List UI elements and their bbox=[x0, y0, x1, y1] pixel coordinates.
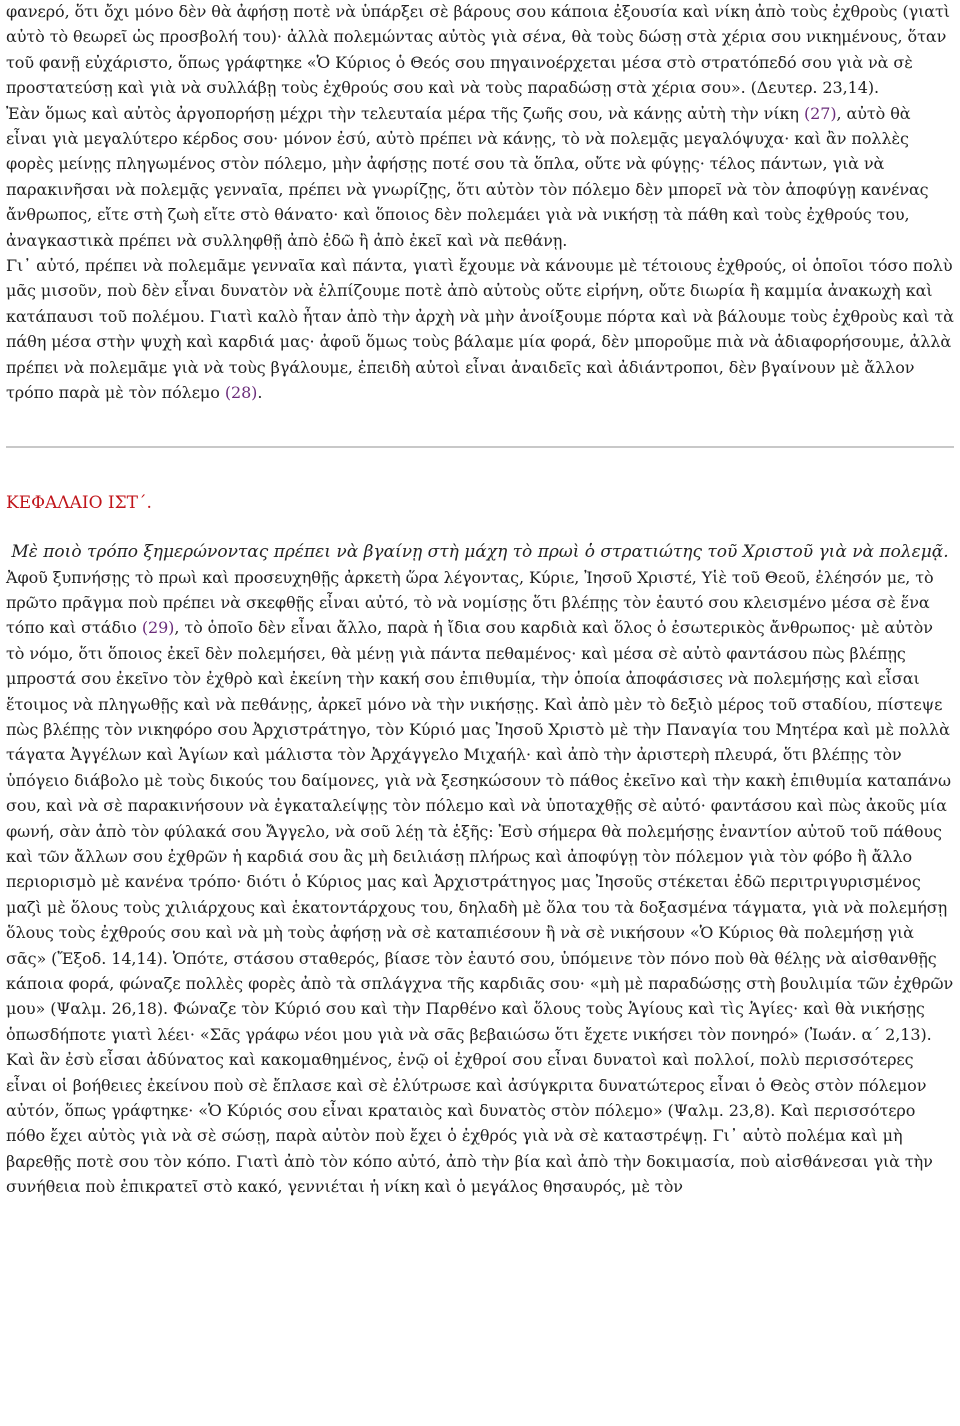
paragraph-2-text-b: , αὐτὸ θὰ εἶναι γιὰ μεγαλύτερο κέρδος σου· μόνον ἐσύ, αὐτὸ πρέπει νὰ κάνῃς, τὸ νὰ πολεμᾷς μεγαλόψυχα· καὶ ἂν πολλὲς φορὲς μείνῃς πληγωμένος στὸν πόλεμο, μὴν ἀφήσῃς ποτέ σου τὰ ὅπλα, οὔτε νὰ φύγῃς· τέλος πάντων, γιὰ νὰ παρακινῆσαι νὰ πολεμᾷς γενναῖα, πρέπει νὰ γνωρίζῃς, ὅτι αὐτὸν τὸν πόλεμο δὲν μπορεῖ νὰ τὸν ἀποφύγῃ κανένας ἄνθρωπος, εἴτε στὴ ζωὴ εἴτε στὸ θάνατο· καὶ ὅποιος δὲν πολεμάει γιὰ νὰ νικήσῃ τὰ πάθη καὶ τοὺς ἐχθρούς του, ἀναγκαστικὰ πρέπει νὰ συλληφθῇ ἀπὸ ἐδῶ ἢ ἀπὸ ἐκεῖ καὶ νὰ πεθάνῃ. bbox=[6, 103, 929, 250]
paragraph-4-text-a: Ἀφοῦ ξυπνήσῃς τὸ πρωὶ καὶ προσευχηθῇς ἀρκετὴ ὥρα λέγοντας, Κύριε, Ἰησοῦ Χριστέ, Υἱὲ τοῦ Θεοῦ, ἐλέησόν με, τὸ πρῶτο πρᾶγμα ποὺ πρέπει νὰ σκεφθῇς εἶναι αὐτό, τὸ νὰ νομίσῃς ὅτι βλέπῃς τὸν ἑαυτό σου κλεισμένο μέσα σὲ ἕνα τόπο καὶ στάδιο bbox=[6, 567, 934, 638]
chapter-title: ΚΕΦΑΛΑΙΟ ΙΣΤ΄. bbox=[6, 492, 152, 513]
chapter-subtitle: Μὲ ποιὸ τρόπο ξημερώνοντας πρέπει νὰ βγαίνῃ στὴ μάχη τὸ πρωὶ ὁ στρατιώτης τοῦ Χριστοῦ γιὰ νὰ πολεμᾷ. bbox=[11, 541, 949, 562]
paragraph-2-text-a: Ἐὰν ὅμως καὶ αὐτὸς ἀργοπορήσῃ μέχρι τὴν τελευταία μέρα τῆς ζωῆς σου, νὰ κάνῃς αὐτὴ τὴν νίκη bbox=[6, 103, 804, 123]
paragraph-1 bbox=[6, 0, 954, 101]
paragraph-3-text-b: . bbox=[257, 383, 263, 403]
footnote-link-27[interactable]: (27) bbox=[803, 103, 837, 123]
paragraph-4-text-b: , τὸ ὁποῖο δὲν εἶναι ἄλλο, παρὰ ἡ ἴδια σου καρδιὰ καὶ ὅλος ὁ ἐσωτερικὸς ἄνθρωπος· μὲ αὐτὸν τὸ νόμο, ὅτι ὅποιος ἐκεῖ δὲν πολεμήσει, θὰ μένῃ γιὰ πάντα πεθαμένος· καὶ μέσα σὲ αὐτὸ φαντάσου πὼς βλέπῃς μπροστά σου ἐκεῖνο τὸν ἐχθρὸ καὶ ἐκείνη τὴν κακή σου ἐπιθυμία, τὴν ὁποία ἀποφάσισες νὰ πολεμήσῃς καὶ εἶσαι ἕτοιμος νὰ πληγωθῇς καὶ νὰ πεθάνῃς, ἀρκεῖ μόνο νὰ τὴν νικήσῃς. Καὶ ἀπὸ μὲν τὸ δεξιὸ μέρος τοῦ σταδίου, πίστεψε πὼς βλέπῃς τὸν νικηφόρο σου Ἀρχιστράτηγο, τὸν Κύριό μας Ἰησοῦ Χριστὸ μὲ τὴν Παναγία του Μητέρα καὶ μὲ πολλὰ τάγατα Ἀγγέλων καὶ Ἁγίων καὶ μάλιστα τὸν Ἀρχάγγελο Μιχαήλ· καὶ ἀπὸ τὴν ἀριστερὴ πλευρά, ὅτι βλέπῃς τὸν ὑπόγειο διάβολο μὲ τοὺς δικούς του δαίμονες, γιὰ νὰ ξεσηκώσουν τὸ πάθος ἐκεῖνο καὶ τὴν κακὴ ἐπιθυμία καταπάνω σου, καὶ νὰ σὲ παρακινήσουν νὰ ἐγκαταλείψῃς τὸν πόλεμο καὶ νὰ ὑποταχθῇς σὲ αὐτό· φαντάσου καὶ πὼς ἀκοῦς μία φωνή, σὰν ἀπὸ τὸν φύλακά σου Ἄγγελο, νὰ σοῦ λέῃ τὰ ἑξῆς: Ἐσὺ σήμερα θὰ πολεμήσῃς ἐναντίον αὐτοῦ τοῦ πάθους καὶ τῶν ἄλλων σου ἐχθρῶν ἡ καρδιά σου ἂς μὴ δειλιάσῃ πλήρως καὶ ἀποφύγῃ τὸν πόλεμον γιὰ τὸν φόβο ἢ ἄλλο περιορισμὸ μὲ κανένα τρόπο· διότι ὁ Κύριος μας καὶ Ἀρχιστράτηγος μας Ἰησοῦς στέκεται ἐδῶ περιτριγυρισμένος μαζὶ μὲ ὅλους τοὺς χιλιάρχους καὶ ἑκατοντάρχους του, δηλαδὴ μὲ ὅλα του τὰ δοξασμένα τάγματα, γιὰ νὰ πολεμήσῃ ὅλους τοὺς ἐχθρούς σου καὶ νὰ μὴ τοὺς ἀφήσῃ νὰ σὲ καταπιέσουν ἢ νὰ σὲ νικήσουν «Ὁ Κύριος θὰ πολεμήσῃ γιὰ σᾶς» (Ἔξοδ. 14,14). Ὁπότε, στάσου σταθερός, βίασε τὸν ἑαυτό σου, ὑπόμεινε τὸν πόνο ποὺ θὰ θέλῃς νὰ αἰσθανθῇς κάποια φορά, φώναζε πολλὲς φορὲς ἀπὸ τὰ σπλάγχνα τῆς καρδιᾶς σου· «μὴ μὲ παραδώσῃς στὴ βουλιμία τῶν ἐχθρῶν μου» (Ψαλμ. 26,18). Φώναζε τὸν Κύριό σου καὶ τὴν Παρθένο καὶ ὅλους τοὺς Ἁγίους καὶ τὶς Ἁγίες· καὶ θὰ νικήσῃς ὁπωσδήποτε γιατὶ λέει· «Σᾶς γράφω νέοι μου γιὰ νὰ σᾶς βεβαιώσω ὅτι ἔχετε νικήσει τὸν πονηρό» (Ἰωάν. α΄ 2,13). Καὶ ἂν ἐσὺ εἶσαι ἀδύνατος καὶ κακομαθημένος, ἐνῷ οἱ ἐχθροί σου εἶναι δυνατοὶ καὶ πολλοί, πολὺ περισσότερες εἶναι οἱ βοήθειες ἐκείνου ποὺ σὲ ἔπλασε καὶ σὲ ἐλύτρωσε καὶ ἀσύγκριτα δυνατώτερος εἶναι ὁ Θεὸς στὸν πόλεμον αὐτόν, ὅπως γράφτηκε· «Ὁ Κύριός σου εἶναι κραταιὸς καὶ δυνατὸς στὸν πόλεμο» (Ψαλμ. 23,8). Καὶ περισσότερο πόθο ἔχει αὐτὸς γιὰ νὰ σὲ σώσῃ, παρὰ αὐτὸν ποὺ ἔχει ὁ ἐχθρός γιὰ νὰ σὲ καταστρέψῃ. Γι᾿ αὐτὸ πολέμα καὶ μὴ βαρεθῇς ποτὲ σου τὸν κόπο. Γιατὶ ἀπὸ τὸν κόπο αὐτό, ἀπὸ τὴν βία καὶ ἀπὸ τὴν δοκιμασία, ποὺ αἰσθάνεσαι γιὰ τὴν συνήθεια ποὺ ἐπικρατεῖ στὸ κακό, γεννιέται ἡ νίκη καὶ ὁ μεγάλος θησαυρός, μὲ τὸν bbox=[6, 618, 954, 1197]
footnote-link-29[interactable]: (29) bbox=[141, 618, 175, 638]
paragraph-4 bbox=[6, 565, 954, 1200]
paragraph-3 bbox=[6, 253, 954, 405]
paragraph-2 bbox=[6, 101, 954, 253]
section-divider bbox=[6, 446, 954, 448]
paragraph-3-text-a: Γι᾿ αὐτό, πρέπει νὰ πολεμᾶμε γενναῖα καὶ πάντα, γιατὶ ἔχουμε νὰ κάνουμε μὲ τέτοιους ἐχθρούς, οἱ ὁποῖοι τόσο πολὺ μᾶς μισοῦν, ποὺ δὲν εἶναι δυνατὸν νὰ ἐλπίζουμε ποτὲ ἀπὸ αὐτοὺς οὔτε εἰρήνη, οὔτε διωρία ἢ καμμία ἀνακωχὴ καὶ κατάπαυσι τοῦ πολέμου. Γιατὶ καλὸ ἦταν ἀπὸ τὴν ἀρχὴ νὰ μὴν ἀνοίξουμε πόρτα καὶ νὰ βάλουμε τοὺς ἐχθροὺς καὶ τὰ πάθη μέσα στὴν ψυχὴ καὶ καρδιά μας· ἀφοῦ ὅμως τοὺς βάλαμε μία φορά, δὲν μποροῦμε πιὰ νὰ ἀδιαφορήσουμε, ἀλλὰ πρέπει νὰ πολεμᾶμε γιὰ νὰ τοὺς βγάλουμε, ἐπειδὴ αὐτοὶ εἶναι ἀναιδεῖς καὶ ἀδιάντροποι, δὲν βγαίνουν μὲ ἄλλον τρόπο παρὰ μὲ τὸν πόλεμο bbox=[6, 256, 954, 403]
paragraph-1-text: φανερό, ὅτι ὄχι μόνο δὲν θὰ ἀφήσῃ ποτὲ νὰ ὑπάρξει σὲ βάρους σου κάποια ἐξουσία καὶ νίκη ἀπὸ τοὺς ἐχθροὺς (γιατὶ αὐτὸ τὸ θεωρεῖ ὡς προσβολή του)· ἀλλὰ πολεμώντας αὐτὸς γιὰ σένα, θὰ τοὺς δώσῃ στὰ χέρια σου νικημένους, ὅταν τοῦ φανῇ εὐχάριστο, ὅπως γράφτηκε «Ὁ Κύριος ὁ Θεός σου πηγαινοέρχεται μέσα στὸ στρατόπεδό σου γιὰ νὰ σὲ προστατεύσῃ καὶ γιὰ νὰ συλλάβῃ τοὺς ἐχθρούς σου καὶ νὰ τοὺς παραδώσῃ στὰ χέρια σου». (Δευτερ. 23,14). bbox=[6, 2, 950, 98]
footnote-link-28[interactable]: (28) bbox=[224, 383, 258, 403]
